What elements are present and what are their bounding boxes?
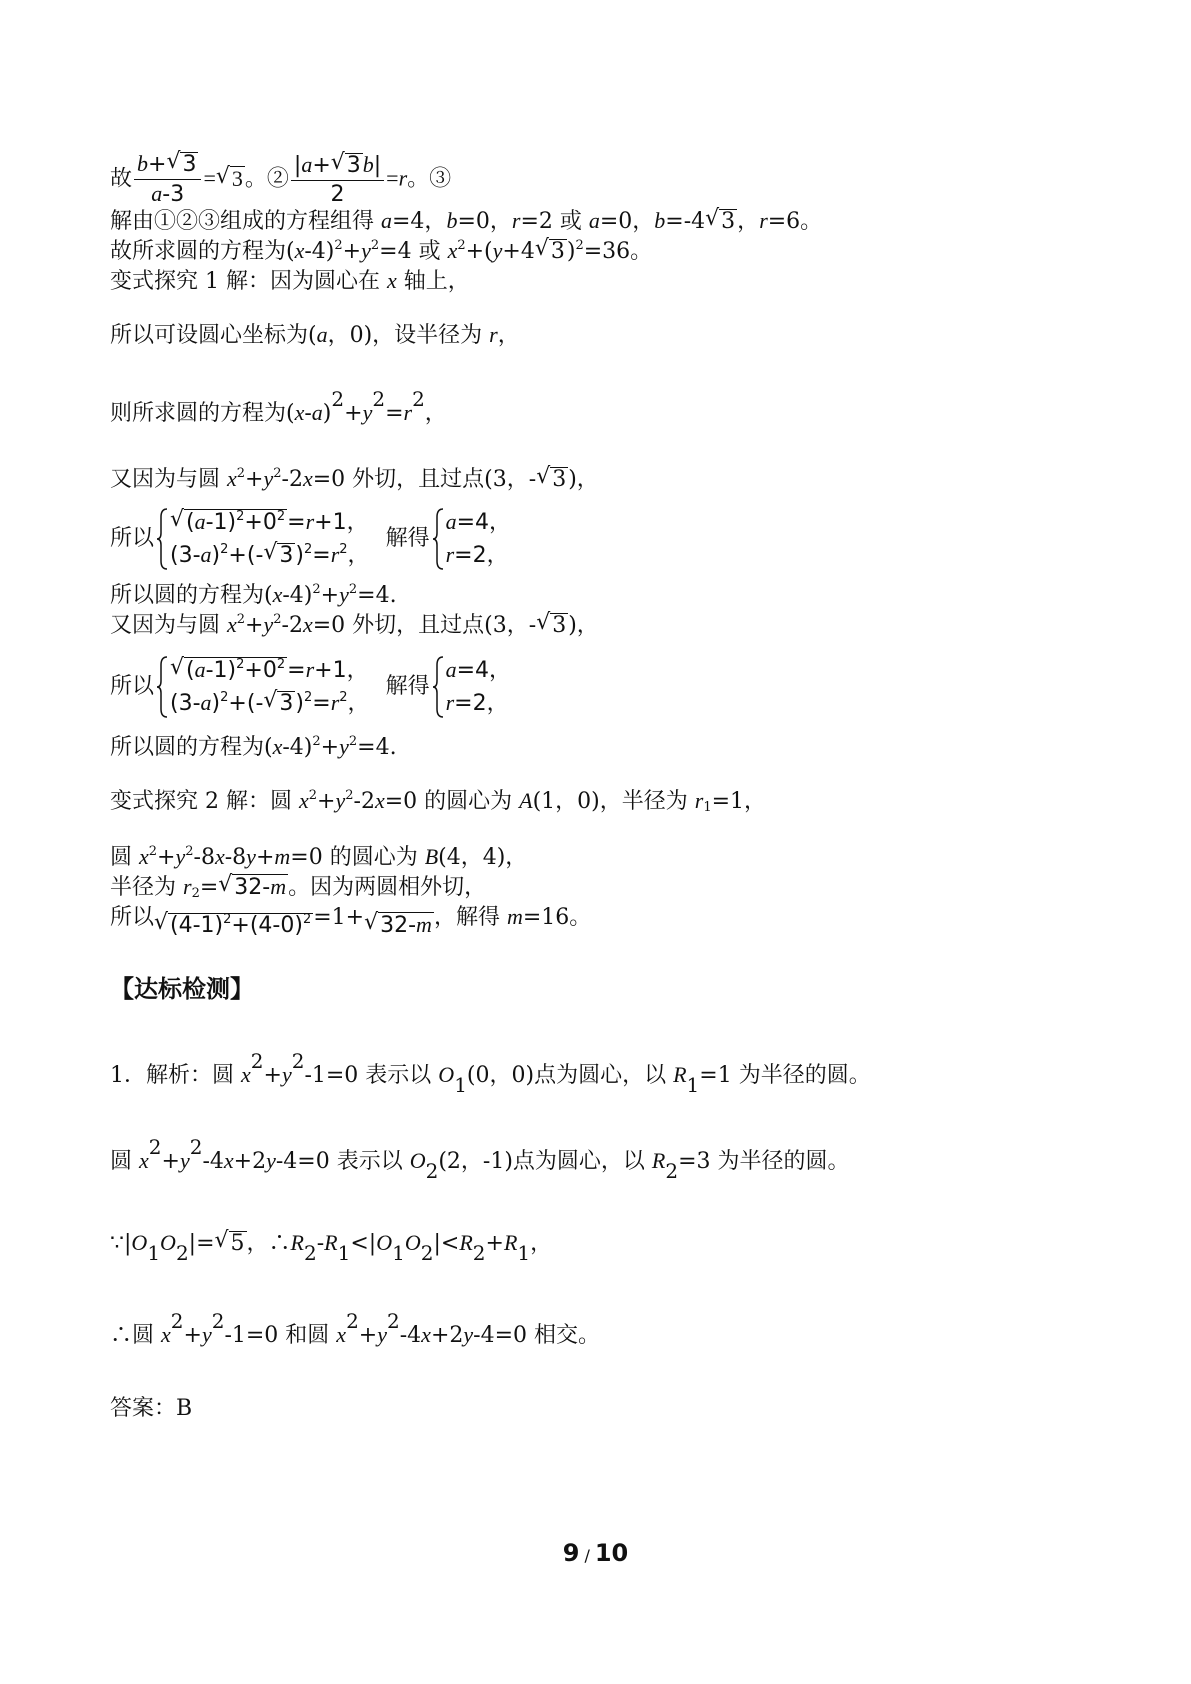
left-brace-icon: [432, 655, 444, 719]
left-brace-icon: [432, 507, 444, 571]
variant-2-title: 变式探究 2 解：圆 $x^2+y^2-2x=0$ 的圆心为 A(1，0)，半径为 $r_1=1$，: [110, 788, 767, 815]
variant-2-line-4: 所以√ $(4-1)^2+(4-0)^2=1+√$ 32-m，解得 m=16。: [110, 902, 591, 941]
variant-2-line-3: 半径为 $r_2=√$ 32-m。因为两圆相外切，: [110, 872, 486, 903]
left-brace-icon: [156, 655, 168, 719]
answer: 答案：B: [110, 1396, 193, 1421]
fraction-1: $\frac{b+√ 3}{a-3}$: [134, 150, 201, 209]
question-1-line-4: ∴圆 $x^2+y^2-1=0$ 和圆 $x^2+y^2-4x+2y-4=0$ 相交。: [110, 1309, 600, 1348]
solution-line-2: 解由①②③组成的方程组得 a=4，b=0，r=2 或 a=0，b=-4√ 3，r=6。: [110, 206, 822, 237]
question-1-line-3: $\because|O_1O_2|=√$ 5，$\therefore R_2-R_1<|O_1O_2|<R_2+R_1$，: [110, 1228, 552, 1259]
variant-1-line-4: 又因为与圆 $x^2+y^2-2x=0$ 外切，且过点(3，-√ 3)，: [110, 464, 599, 495]
eq-line-1: 故 $\frac{b+√ 3}{a-3}$ =√ 3。② $\frac{|a+√ 3b|}{2}$ =r。③: [110, 150, 451, 209]
page-current: 9: [562, 1539, 580, 1567]
variant-1-result-2: 所以圆的方程为$(x-4)^2+y^2=4$.: [110, 734, 397, 760]
left-brace-icon: [156, 507, 168, 571]
solution-line-3: 故所求圆的方程为$(x-4)^2+y^2=4$ 或 $x^2+(y+4√$ 3)$^2$=36。: [110, 236, 652, 267]
variant-1-line-5: 又因为与圆 $x^2+y^2-2x=0$ 外切，且过点(3，-√ 3)，: [110, 610, 599, 641]
section-heading: 【达标检测】: [110, 975, 254, 1003]
variant-2-line-2: 圆 $x^2+y^2-8x-8y+m=0$ 的圆心为 B(4，4)，: [110, 844, 528, 870]
variant-1-result-1: 所以圆的方程为$(x-4)^2+y^2=4$.: [110, 582, 397, 608]
equation-system-1: 所以 √ $(a-1)^2+0^2=r+1$， $(3-a)^2+(-√$ $3)^2=r^2$， 解得 a=4， r=2，: [110, 506, 511, 572]
question-1-line-2: 圆 $x^2+y^2-4x+2y-4=0$ 表示以 $O_2(2$，-1)点为圆心，以 $R_2=3$ 为半径的圆。: [110, 1135, 850, 1183]
variant-1-title: 变式探究 1 解：因为圆心在 x 轴上，: [110, 268, 470, 294]
equation-system-2: 所以 √ $(a-1)^2+0^2=r+1$， $(3-a)^2+(-√$ $3)^2=r^2$， 解得 a=4， r=2，: [110, 654, 511, 720]
fraction-2: $\frac{|a+√ 3b|}{2}$: [291, 151, 384, 209]
page-total: 10: [594, 1539, 629, 1567]
variant-1-line-2: 所以可设圆心坐标为(a，0)，设半径为 r，: [110, 322, 520, 348]
page-number: 9 / 10: [562, 1539, 629, 1567]
variant-1-line-3: 则所求圆的方程为$(x-a)^2+y^2=r^2$，: [110, 387, 447, 426]
question-1-line-1: 1．解析：圆 $x^2+y^2-1=0$ 表示以 $O_1(0$，0)点为圆心，以 $R_1=1$ 为半径的圆。: [110, 1049, 871, 1097]
